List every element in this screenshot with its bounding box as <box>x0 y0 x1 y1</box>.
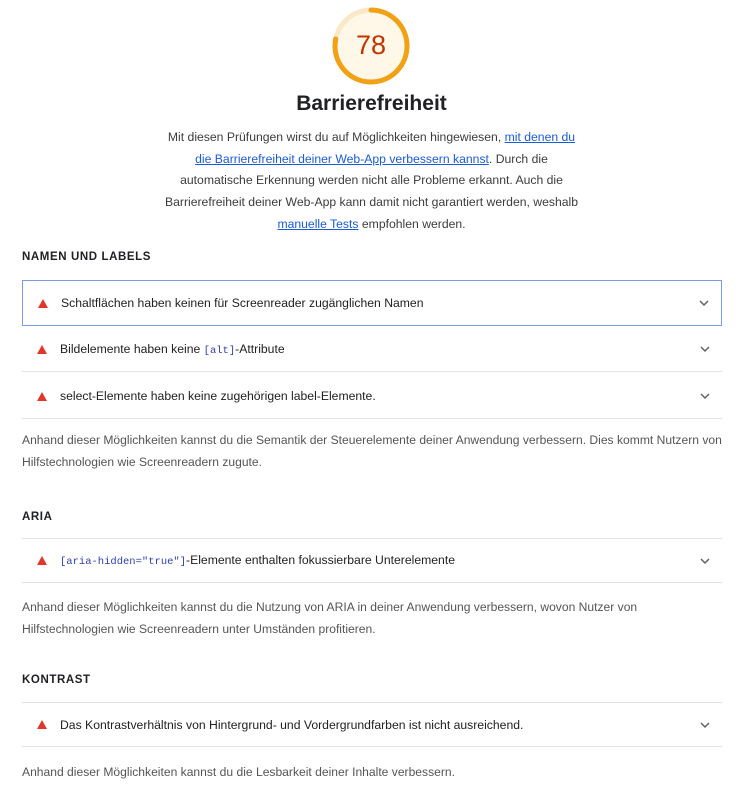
chevron-down-icon[interactable] <box>697 296 711 310</box>
audit-title-pre: Bildelemente haben keine <box>60 341 204 356</box>
warning-triangle-icon <box>37 720 47 729</box>
intro-text-1: Mit diesen Prüfungen wirst du auf Möglichkeiten hingewiesen, <box>167 130 505 144</box>
group-title-contrast: KONTRAST <box>22 674 91 686</box>
manual-tests-link[interactable]: manuelle Tests <box>277 216 359 231</box>
warning-triangle-icon <box>37 345 47 354</box>
audit-title: Das Kontrastverhältnis von Hintergrund- und Vordergrundfarben ist nicht ausreichend. <box>60 717 524 732</box>
warning-triangle-icon <box>38 299 48 308</box>
audit-button-name[interactable] <box>22 280 722 326</box>
category-description <box>160 127 583 236</box>
audit-image-alt[interactable] <box>22 327 722 372</box>
chevron-down-icon[interactable] <box>698 718 712 732</box>
intro-text-2: . Durch die automatische Erkennung werden nicht alle Probleme erkannt. Auch die Barrierefreiheit deiner Web-App kann damit nicht garantiert werden, weshalb <box>164 151 578 210</box>
audit-code: [alt] <box>203 344 236 357</box>
intro-text-3: empfohlen werden. <box>358 216 466 231</box>
audit-color-contrast[interactable] <box>22 702 722 747</box>
score-gauge <box>330 5 412 87</box>
audit-code: [aria-hidden="true"] <box>60 556 187 568</box>
warning-triangle-icon <box>37 556 47 565</box>
group-title-aria: ARIA <box>22 511 53 523</box>
group-title-names-labels: NAMEN UND LABELS <box>22 251 152 263</box>
audit-select-name[interactable] <box>22 374 722 419</box>
audit-title: select-Elemente haben keine zugehörigen label-Elemente. <box>60 389 376 403</box>
score-value: 78 <box>355 30 387 60</box>
group-description-names-labels: Anhand dieser Möglichkeiten kannst du die Semantik der Steuerelemente deiner Anwendung verbessern. Dies kommt Nutzern von Hilfstechnologien wie Screenreadern zugute. <box>22 433 722 469</box>
group-description-contrast: Anhand dieser Möglichkeiten kannst du die Lesbarkeit deiner Inhalte verbessern. <box>22 765 455 779</box>
audit-title <box>60 553 698 568</box>
audit-title: Schaltflächen haben keinen für Screenreader zugänglichen Namen <box>61 296 424 310</box>
category-title: Barrierefreiheit <box>296 92 447 115</box>
audit-aria-hidden-focus[interactable] <box>22 538 722 583</box>
warning-triangle-icon <box>37 392 47 401</box>
chevron-down-icon[interactable] <box>698 342 712 356</box>
chevron-down-icon[interactable] <box>698 389 712 403</box>
audit-title-post: -Attribute <box>235 341 285 356</box>
learn-more-link[interactable]: mit denen du die Barrierefreiheit deiner Web-App verbessern kannst <box>195 130 576 166</box>
audit-title-post: -Elemente enthalten fokussierbare Unterelemente <box>186 553 455 567</box>
chevron-down-icon[interactable] <box>698 554 712 568</box>
group-description-aria: Anhand dieser Möglichkeiten kannst du die Nutzung von ARIA in deiner Anwendung verbessern, wovon Nutzer von Hilfstechnologien wie Screenreadern unter Umständen profitieren. <box>22 600 638 636</box>
audit-title <box>60 342 698 357</box>
